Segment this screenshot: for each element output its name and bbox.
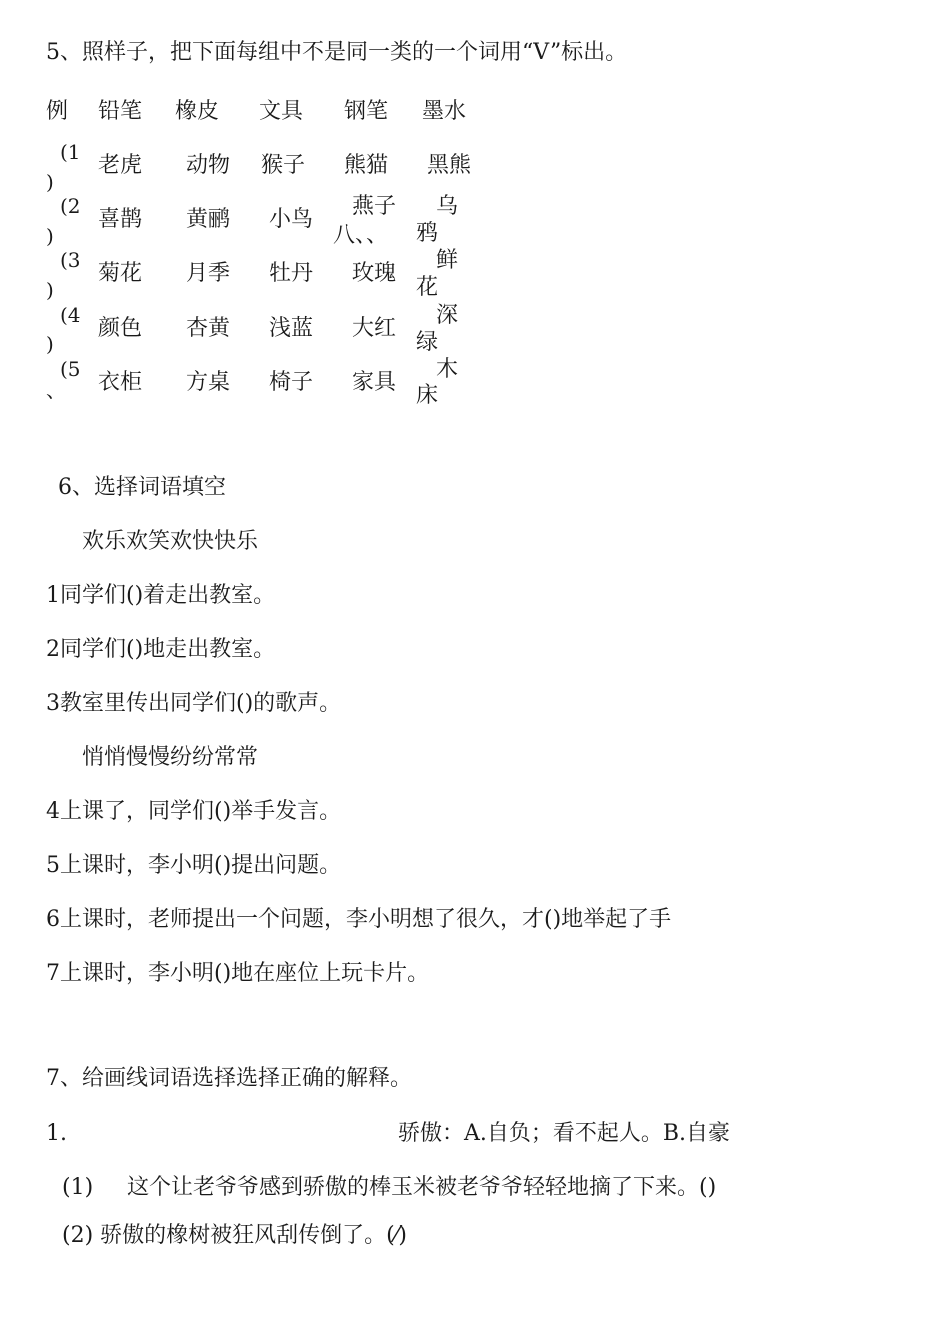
word: 椅子 xyxy=(269,370,314,395)
q5-word-table xyxy=(0,0,950,408)
example-word: 墨水 xyxy=(422,99,467,124)
q7-title: 7、给画线词语选择选择正确的解释。 xyxy=(46,1066,412,1091)
word: 乌 xyxy=(436,194,459,219)
example-word: 钢笔 xyxy=(344,99,389,124)
word: 深 xyxy=(436,303,459,328)
q6-word-bank-2: 悄悄慢慢纷纷常常 xyxy=(82,745,259,770)
q5-title: 5、照样子，把下面每组中不是同一类的一个词用“V”标出。 xyxy=(46,40,628,65)
example-word: 橡皮 xyxy=(175,99,220,124)
row-number: (2 xyxy=(60,194,81,218)
word-fragment: 绿 xyxy=(416,330,439,355)
word: 喜鹊 xyxy=(98,207,143,232)
word: 方桌 xyxy=(186,370,231,395)
word: 熊猫 xyxy=(344,153,389,178)
word-fragment: 花 xyxy=(416,275,439,300)
row-number-close: ) xyxy=(46,224,54,248)
q7-sub2-text: (2) 骄傲的橡树被狂风刮传倒了。(⁄) xyxy=(62,1223,407,1248)
word: 衣柜 xyxy=(98,370,143,395)
word: 木 xyxy=(436,357,459,382)
example-word: 铅笔 xyxy=(98,99,143,124)
word: 鲜 xyxy=(436,248,459,273)
word-fragment: 鸦 xyxy=(416,221,439,246)
word: 月季 xyxy=(186,261,231,286)
q6-item-4: 4上课了，同学们()举手发言。 xyxy=(46,799,342,824)
word: 动物 xyxy=(186,153,231,178)
row-number-close: 、 xyxy=(46,378,66,402)
word: 大红 xyxy=(352,316,397,341)
word: 浅蓝 xyxy=(269,316,314,341)
example-label: 例 xyxy=(46,99,69,124)
word: 颜色 xyxy=(98,316,143,341)
word: 燕子 xyxy=(352,194,397,219)
q6-item-1: 1同学们()着走出教室。 xyxy=(46,583,276,608)
q6-item-6: 6上课时，老师提出一个问题，李小明想了很久，才()地举起了手 xyxy=(46,907,672,932)
q6-item-2: 2同学们()地走出教室。 xyxy=(46,637,276,662)
row-number: (1 xyxy=(60,140,81,164)
word: 黑熊 xyxy=(427,153,472,178)
q7-definition: 骄傲：A.自负；看不起人。B.自豪 xyxy=(398,1121,731,1146)
word: 小鸟 xyxy=(269,207,314,232)
word: 猴子 xyxy=(261,153,306,178)
q6-item-5: 5上课时，李小明()提出问题。 xyxy=(46,853,342,878)
word: 黄鹂 xyxy=(186,207,231,232)
example-word: 文具 xyxy=(259,99,304,124)
q6-word-bank-1: 欢乐欢笑欢快快乐 xyxy=(82,529,259,554)
word: 杏黄 xyxy=(186,316,231,341)
row-number: (3 xyxy=(60,248,81,272)
q7-item-number: 1. xyxy=(46,1121,67,1146)
word: 玫瑰 xyxy=(352,261,397,286)
q7-sub1-text: 这个让老爷爷感到骄傲的棒玉米被老爷爷轻轻地摘了下来。() xyxy=(127,1175,717,1200)
word: 家具 xyxy=(352,370,397,395)
q6-item-3: 3教室里传出同学们()的歌声。 xyxy=(46,691,342,716)
word: 菊花 xyxy=(98,261,143,286)
word: 老虎 xyxy=(98,153,143,178)
q6-item-7: 7上课时，李小明()地在座位上玩卡片。 xyxy=(46,961,430,986)
row-number: (5 xyxy=(60,357,81,381)
q7-sub1-number: (1) xyxy=(62,1175,94,1200)
row-number-close: ) xyxy=(46,332,54,356)
row-number-close: ) xyxy=(46,278,54,302)
word: 牡丹 xyxy=(269,261,314,286)
row-number-close: ) xyxy=(46,170,54,194)
q6-title: 6、选择词语填空 xyxy=(58,475,226,500)
word-fragment: 八、、 xyxy=(333,223,389,248)
word-fragment: 床 xyxy=(416,383,439,408)
row-number: (4 xyxy=(60,303,81,327)
